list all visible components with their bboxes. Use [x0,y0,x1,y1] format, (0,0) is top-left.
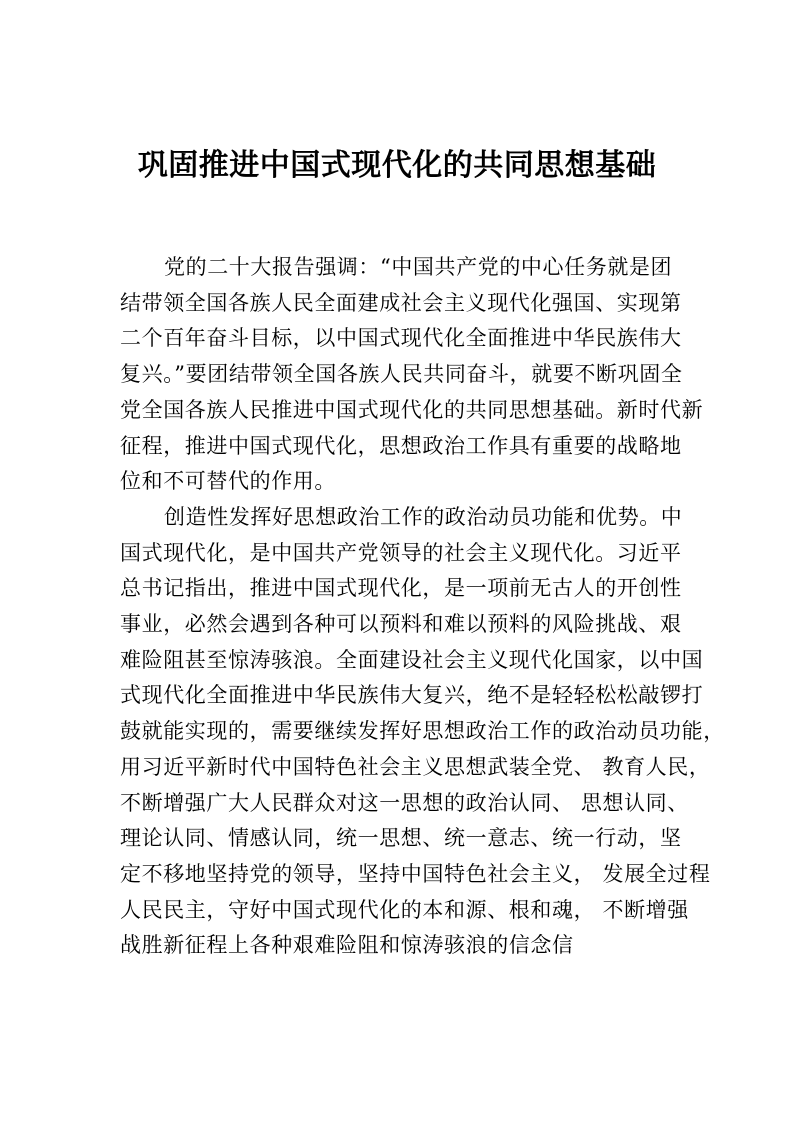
paragraph-line: 党的二十大报告强调：“中国共产党的中心任务就是团 [164,255,673,279]
document-title: 巩固推进中国式现代化的共同思想基础 [137,148,657,183]
paragraph-line: 人民民主，守好中国式现代化的本和源、根和魂， 不断增强 [120,897,689,922]
paragraph-line: 国式现代化，是中国共产党领导的社会主义现代化。习近平 [120,540,682,565]
paragraph-line: 创造性发挥好思想政治工作的政治动员功能和优势。中 [164,504,683,529]
paragraph-line: 征程，推进中国式现代化，思想政治工作具有重要的战略地 [120,433,682,458]
paragraph-line: 定不移地坚持党的领导，坚持中国特色社会主义， 发展全过程 [120,861,711,886]
paragraph-2 [120,500,725,964]
document-body [120,250,725,964]
paragraph-line: 总书记指出，推进中国式现代化，是一项前无古人的开创性 [120,576,682,601]
paragraph-line: 结带领全国各族人民全面建成社会主义现代化强国、实现第 [120,290,682,315]
paragraph-line: 理论认同、情感认同，统一思想、统一意志、统一行动，坚 [120,826,682,851]
paragraph-line: 战胜新征程上各种艰难险阻和惊涛骇浪的信念信 [120,933,574,958]
paragraph-line: 二个百年奋斗目标，以中国式现代化全面推进中华民族伟大 [120,326,682,351]
paragraph-line: 用习近平新时代中国特色社会主义思想武装全党、 教育人民， [120,754,711,779]
paragraph-line: 式现代化全面推进中华民族伟大复兴，绝不是轻轻松松敲锣打 [120,683,704,708]
paragraph-1 [120,250,704,500]
paragraph-line: 位和不可替代的作用。 [120,469,336,494]
paragraph-line: 不断增强广大人民群众对这一思想的政治认同、 思想认同、 [120,790,689,815]
paragraph-line: 鼓就能实现的，需要继续发挥好思想政治工作的政治动员功能， [120,719,725,744]
paragraph-line: 事业，必然会遇到各种可以预料和难以预料的风险挑战、艰 [120,612,682,637]
paragraph-line: 复兴。”要团结带领全国各族人民共同奋斗，就要不断巩固全 [120,362,683,387]
paragraph-line: 党全国各族人民推进中国式现代化的共同思想基础。新时代新 [120,397,704,422]
paragraph-line: 难险阻甚至惊涛骇浪。全面建设社会主义现代化国家，以中国 [120,647,704,672]
